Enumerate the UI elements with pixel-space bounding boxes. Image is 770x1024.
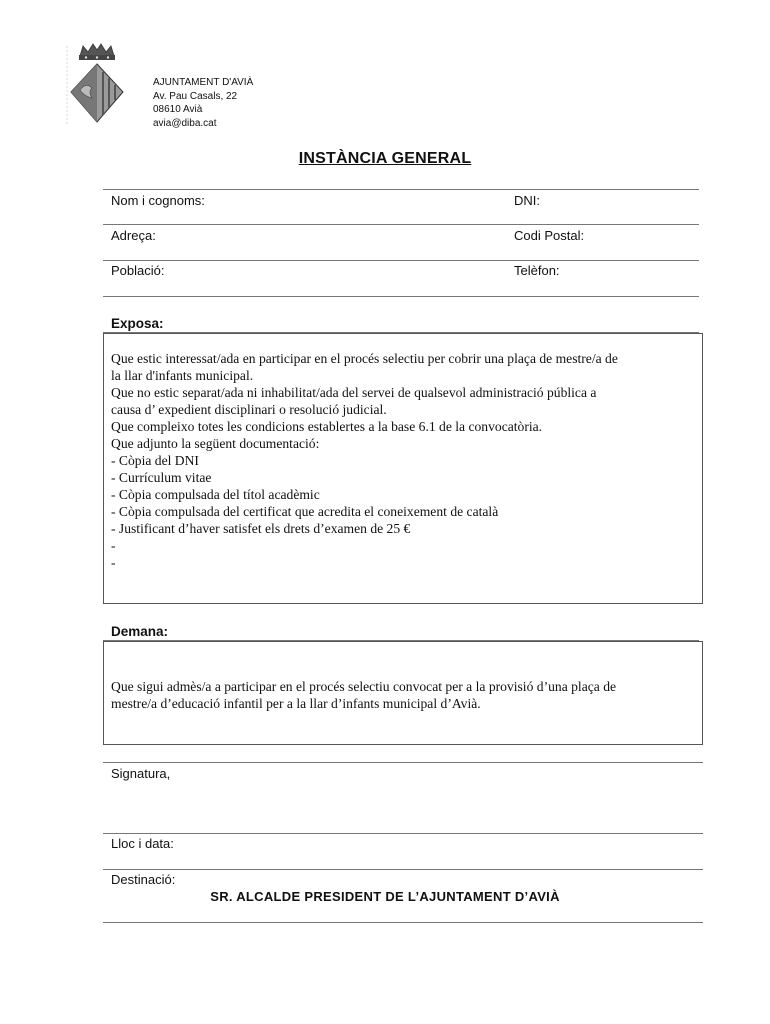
demana-heading: Demana: <box>111 624 169 639</box>
exposa-line: - Còpia del DNI <box>111 453 199 468</box>
exposa-line: causa d’ expedient disciplinari o resolució judicial. <box>111 402 387 417</box>
organization-street: Av. Pau Casals, 22 <box>153 90 238 102</box>
organization-email: avia@diba.cat <box>153 117 217 129</box>
exposa-line: - <box>111 538 116 553</box>
postal-code-label: Codi Postal: <box>514 228 585 243</box>
exposa-line: - Còpia compulsada del títol acadèmic <box>111 487 320 502</box>
address-label: Adreça: <box>111 228 156 243</box>
divider <box>103 296 699 297</box>
exposa-line: Que adjunto la següent documentació: <box>111 436 320 451</box>
divider <box>103 189 699 190</box>
exposa-line: Que estic interessat/ada en participar en el procés selectiu per cobrir una plaça de mestre/a de <box>111 351 618 366</box>
phone-label: Telèfon: <box>514 263 560 278</box>
divider <box>103 869 703 870</box>
exposa-text <box>111 350 696 571</box>
exposa-line: - Còpia compulsada del certificat que acredita el coneixement de català <box>111 504 499 519</box>
demana-box <box>103 641 703 745</box>
place-date-label: Lloc i data: <box>111 836 174 851</box>
destination-label: Destinació: <box>111 872 176 887</box>
demana-line: Que sigui admès/a a participar en el procés selectiu convocat per a la provisió d’una plaça de <box>111 679 617 694</box>
demana-line: mestre/a d’educació infantil per a la llar d’infants municipal d’Avià. <box>111 696 481 711</box>
document-title: INSTÀNCIA GENERAL <box>298 150 472 167</box>
exposa-line: - <box>111 555 116 570</box>
destination-value: SR. ALCALDE PRESIDENT DE L’AJUNTAMENT D’AVIÀ <box>210 889 560 904</box>
organization-address-block <box>153 76 253 130</box>
name-label: Nom i cognoms: <box>111 193 205 208</box>
divider <box>103 260 699 261</box>
city-label: Població: <box>111 263 165 278</box>
exposa-line: Que compleixo totes les condicions establertes a la base 6.1 de la convocatòria. <box>111 419 543 434</box>
exposa-line: - Justificant d’haver satisfet els drets d’examen de 25 € <box>111 521 411 536</box>
exposa-line: - Currículum vitae <box>111 470 212 485</box>
municipal-crest-logo <box>66 42 128 128</box>
divider <box>103 224 699 225</box>
exposa-heading: Exposa: <box>111 316 164 331</box>
organization-postal: 08610 Avià <box>153 104 203 115</box>
exposa-line: la llar d'infants municipal. <box>111 368 254 383</box>
demana-text <box>111 678 696 712</box>
divider <box>103 762 703 763</box>
exposa-box <box>103 333 703 604</box>
exposa-line: Que no estic separat/ada ni inhabilitat/ada del servei de qualsevol administració pública a <box>111 385 597 400</box>
dni-label: DNI: <box>514 193 540 208</box>
divider <box>103 922 703 923</box>
divider <box>103 833 703 834</box>
signature-label: Signatura, <box>111 766 171 781</box>
organization-name: AJUNTAMENT D'AVIÀ <box>153 77 254 88</box>
